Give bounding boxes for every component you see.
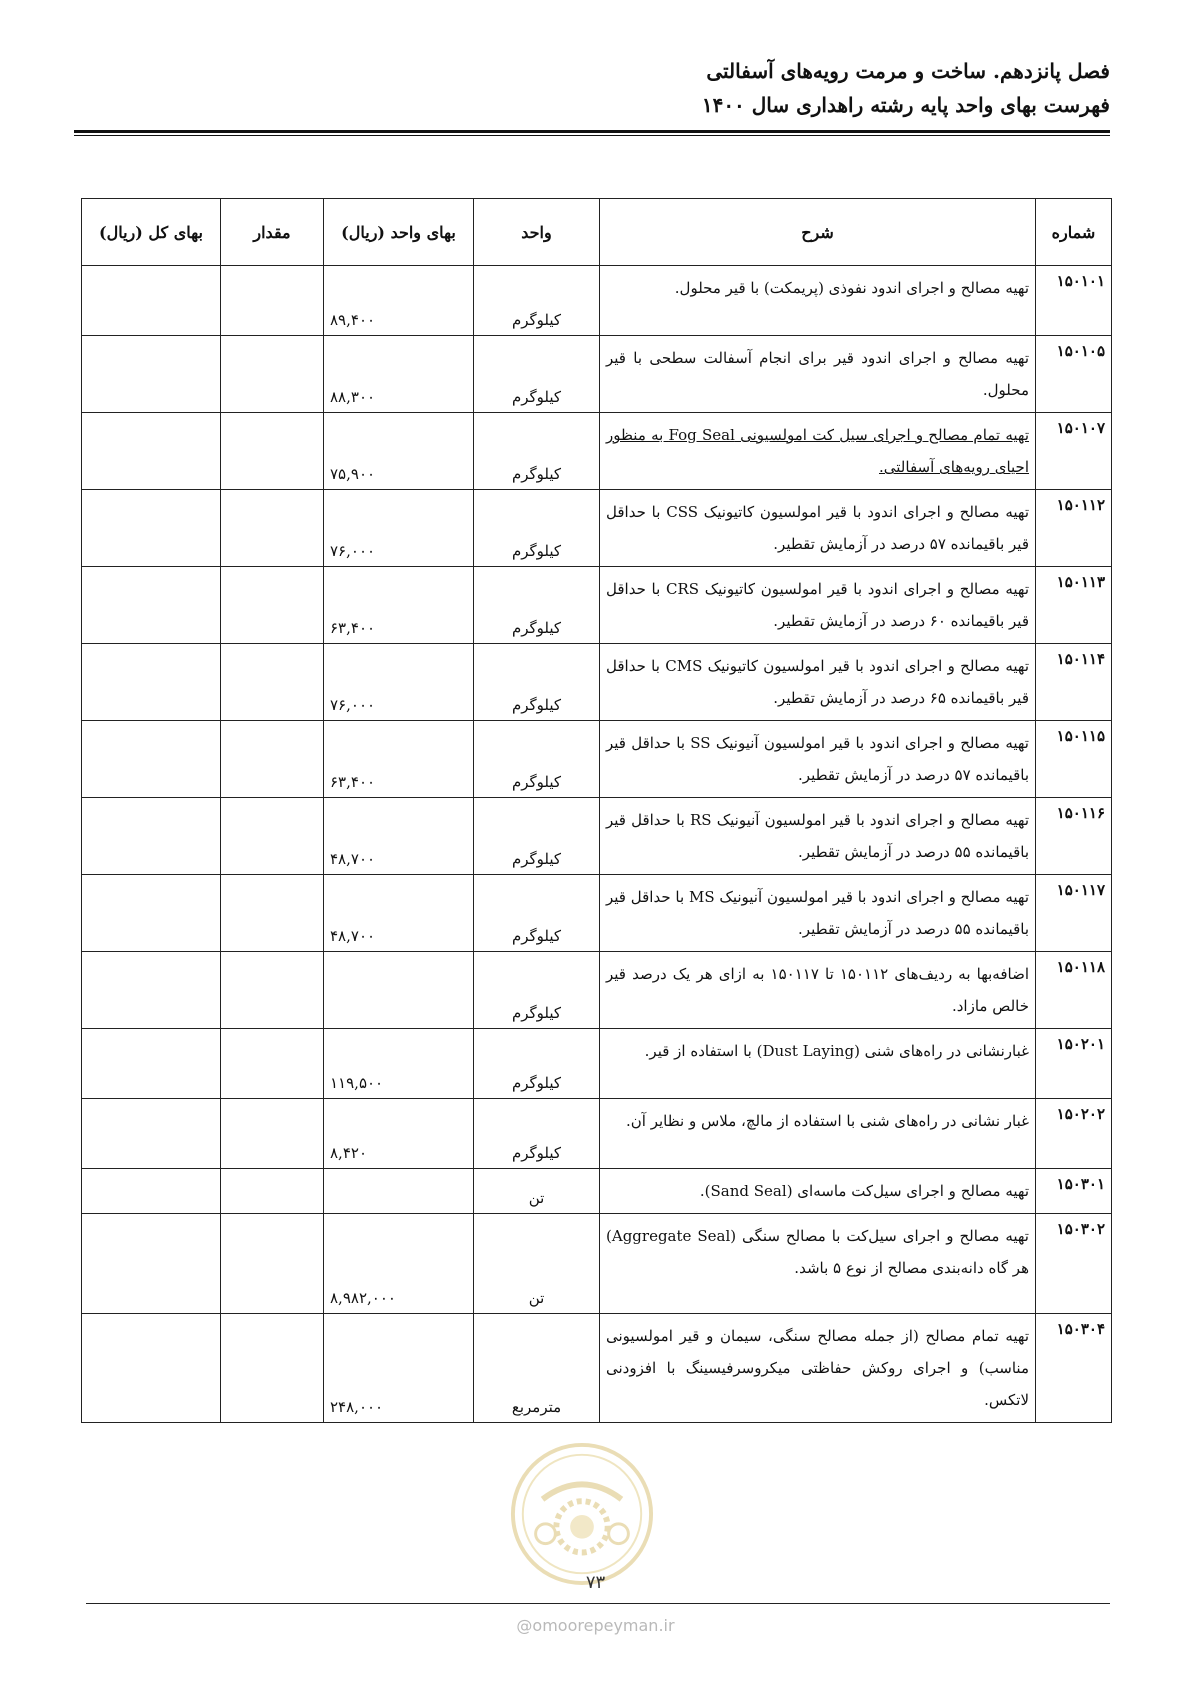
item-total-price <box>82 721 221 798</box>
item-quantity <box>221 721 324 798</box>
item-quantity <box>221 413 324 490</box>
item-unit: کیلوگرم <box>474 413 600 490</box>
column-header-total-price: بهای کل (ریال) <box>82 199 221 266</box>
item-unit-price: ۴۸,۷۰۰ <box>324 875 474 952</box>
item-total-price <box>82 1029 221 1099</box>
item-unit-price: ۶۳,۴۰۰ <box>324 721 474 798</box>
item-number: ۱۵۰۳۰۱ <box>1036 1169 1112 1214</box>
item-unit-price: ۸۹,۴۰۰ <box>324 266 474 336</box>
item-description: تهیه مصالح و اجرای اندود با قیر امولسیون آنیونیک SS با حداقل قیر باقیمانده ۵۷ درصد در آزمایش تقطیر. <box>600 721 1036 798</box>
item-unit: کیلوگرم <box>474 644 600 721</box>
column-header-unit-price: بهای واحد (ریال) <box>324 199 474 266</box>
table-header-row <box>82 199 1112 266</box>
table-row <box>82 721 1112 798</box>
item-total-price <box>82 336 221 413</box>
item-number: ۱۵۰۳۰۴ <box>1036 1314 1112 1423</box>
table-row <box>82 798 1112 875</box>
table-row <box>82 567 1112 644</box>
footer-url-watermark: @omoorepeyman.ir <box>516 1616 675 1635</box>
item-unit-price: ۷۶,۰۰۰ <box>324 490 474 567</box>
chapter-title: فصل پانزدهم. ساخت و مرمت رویه‌های آسفالتی <box>706 59 1110 83</box>
item-description: تهیه مصالح و اجرای اندود قیر برای انجام آسفالت سطحی با قیر محلول. <box>600 336 1036 413</box>
column-header-number: شماره <box>1036 199 1112 266</box>
item-unit-price <box>324 1169 474 1214</box>
item-unit: تن <box>474 1169 600 1214</box>
item-unit: کیلوگرم <box>474 952 600 1029</box>
item-unit: کیلوگرم <box>474 266 600 336</box>
item-unit-price: ۱۱۹,۵۰۰ <box>324 1029 474 1099</box>
item-unit-price: ۸۸,۳۰۰ <box>324 336 474 413</box>
item-number: ۱۵۰۱۰۷ <box>1036 413 1112 490</box>
table-row <box>82 644 1112 721</box>
item-description <box>600 413 1036 490</box>
item-quantity <box>221 798 324 875</box>
item-description: تهیه مصالح و اجرای سیل‌کت ماسه‌ای (Sand Seal). <box>600 1169 1036 1214</box>
column-header-unit: واحد <box>474 199 600 266</box>
item-total-price <box>82 567 221 644</box>
item-total-price <box>82 1314 221 1423</box>
item-description: اضافه‌بها به ردیف‌های ۱۵۰۱۱۲ تا ۱۵۰۱۱۷ به ازای هر یک درصد قیر خالص مازاد. <box>600 952 1036 1029</box>
item-total-price <box>82 490 221 567</box>
item-description: تهیه مصالح و اجرای سیل‌کت با مصالح سنگی (Aggregate Seal) هر گاه دانه‌بندی مصالح از نوع ۵ باشد. <box>600 1214 1036 1314</box>
header-rule-thin <box>74 135 1110 136</box>
item-unit: تن <box>474 1214 600 1314</box>
item-number: ۱۵۰۱۱۷ <box>1036 875 1112 952</box>
item-unit: مترمربع <box>474 1314 600 1423</box>
item-unit: کیلوگرم <box>474 1029 600 1099</box>
item-description: تهیه مصالح و اجرای اندود با قیر امولسیون کاتیونیک CSS با حداقل قیر باقیمانده ۵۷ درصد در آزمایش تقطیر. <box>600 490 1036 567</box>
item-description: تهیه مصالح و اجرای اندود با قیر امولسیون آنیونیک RS با حداقل قیر باقیمانده ۵۵ درصد در آزمایش تقطیر. <box>600 798 1036 875</box>
item-description: تهیه مصالح و اجرای اندود نفوذی (پریمکت) با قیر محلول. <box>600 266 1036 336</box>
item-number: ۱۵۰۲۰۱ <box>1036 1029 1112 1099</box>
page-header <box>74 56 1110 120</box>
item-unit: کیلوگرم <box>474 1099 600 1169</box>
item-quantity <box>221 644 324 721</box>
item-quantity <box>221 875 324 952</box>
item-quantity <box>221 1314 324 1423</box>
price-list-table <box>81 198 1112 1423</box>
item-number: ۱۵۰۱۱۶ <box>1036 798 1112 875</box>
item-number: ۱۵۰۳۰۲ <box>1036 1214 1112 1314</box>
item-unit: کیلوگرم <box>474 798 600 875</box>
column-header-description: شرح <box>600 199 1036 266</box>
item-number: ۱۵۰۱۱۵ <box>1036 721 1112 798</box>
item-unit: کیلوگرم <box>474 567 600 644</box>
item-description-text: تهیه تمام مصالح و اجرای سیل کت امولسیونی Fog Seal به منظور احیای رویه‌های آسفالتی. <box>606 426 1029 476</box>
item-number: ۱۵۰۱۰۱ <box>1036 266 1112 336</box>
item-total-price <box>82 875 221 952</box>
item-unit-price: ۴۸,۷۰۰ <box>324 798 474 875</box>
table-row <box>82 1169 1112 1214</box>
item-unit-price: ۷۶,۰۰۰ <box>324 644 474 721</box>
item-description: غبار نشانی در راه‌های شنی با استفاده از مالچ، ملاس و نظایر آن. <box>600 1099 1036 1169</box>
item-total-price <box>82 266 221 336</box>
item-number: ۱۵۰۱۱۲ <box>1036 490 1112 567</box>
item-unit: کیلوگرم <box>474 875 600 952</box>
item-quantity <box>221 266 324 336</box>
item-description: تهیه مصالح و اجرای اندود با قیر امولسیون آنیونیک MS با حداقل قیر باقیمانده ۵۵ درصد در آزمایش تقطیر. <box>600 875 1036 952</box>
item-unit-price: ۷۵,۹۰۰ <box>324 413 474 490</box>
table-row <box>82 490 1112 567</box>
item-unit-price: ۸,۹۸۲,۰۰۰ <box>324 1214 474 1314</box>
table-row <box>82 413 1112 490</box>
item-number: ۱۵۰۱۰۵ <box>1036 336 1112 413</box>
item-number: ۱۵۰۲۰۲ <box>1036 1099 1112 1169</box>
item-description: تهیه مصالح و اجرای اندود با قیر امولسیون کاتیونیک CRS با حداقل قیر باقیمانده ۶۰ درصد در آزمایش تقطیر. <box>600 567 1036 644</box>
item-number: ۱۵۰۱۱۸ <box>1036 952 1112 1029</box>
item-unit-price: ۶۳,۴۰۰ <box>324 567 474 644</box>
item-unit: کیلوگرم <box>474 721 600 798</box>
item-total-price <box>82 644 221 721</box>
item-total-price <box>82 1099 221 1169</box>
item-description: غبارنشانی در راه‌های شنی (Dust Laying) با استفاده از قیر. <box>600 1029 1036 1099</box>
item-description: تهیه تمام مصالح (از جمله مصالح سنگی، سیمان و قیر امولسیونی مناسب) و اجرای روکش حفاظتی میکروسرفیسینگ با افزودنی لاتکس. <box>600 1314 1036 1423</box>
table-row <box>82 266 1112 336</box>
item-number: ۱۵۰۱۱۳ <box>1036 567 1112 644</box>
table-row <box>82 1029 1112 1099</box>
item-total-price <box>82 798 221 875</box>
header-rule-thick <box>74 130 1110 133</box>
company-seal-watermark <box>508 1440 656 1588</box>
item-unit: کیلوگرم <box>474 490 600 567</box>
item-unit: کیلوگرم <box>474 336 600 413</box>
item-unit-price <box>324 952 474 1029</box>
item-unit-price: ۸,۴۲۰ <box>324 1099 474 1169</box>
item-quantity <box>221 952 324 1029</box>
column-header-quantity: مقدار <box>221 199 324 266</box>
item-quantity <box>221 336 324 413</box>
item-quantity <box>221 490 324 567</box>
table-row <box>82 952 1112 1029</box>
item-total-price <box>82 1214 221 1314</box>
table-row <box>82 1314 1112 1423</box>
item-quantity <box>221 1214 324 1314</box>
item-quantity <box>221 1169 324 1214</box>
item-total-price <box>82 952 221 1029</box>
item-quantity <box>221 567 324 644</box>
footer-rule <box>86 1603 1110 1604</box>
table-row <box>82 1099 1112 1169</box>
table-row <box>82 1214 1112 1314</box>
item-total-price <box>82 413 221 490</box>
item-quantity <box>221 1099 324 1169</box>
item-quantity <box>221 1029 324 1099</box>
page-number: ۷۳ <box>585 1572 606 1593</box>
item-number: ۱۵۰۱۱۴ <box>1036 644 1112 721</box>
table-row <box>82 875 1112 952</box>
item-description: تهیه مصالح و اجرای اندود با قیر امولسیون کاتیونیک CMS با حداقل قیر باقیمانده ۶۵ درصد در آزمایش تقطیر. <box>600 644 1036 721</box>
document-subtitle: فهرست بهای واحد پایه رشته راهداری سال ۱۴۰۰ <box>701 93 1110 117</box>
item-unit-price: ۲۴۸,۰۰۰ <box>324 1314 474 1423</box>
item-total-price <box>82 1169 221 1214</box>
table-row <box>82 336 1112 413</box>
